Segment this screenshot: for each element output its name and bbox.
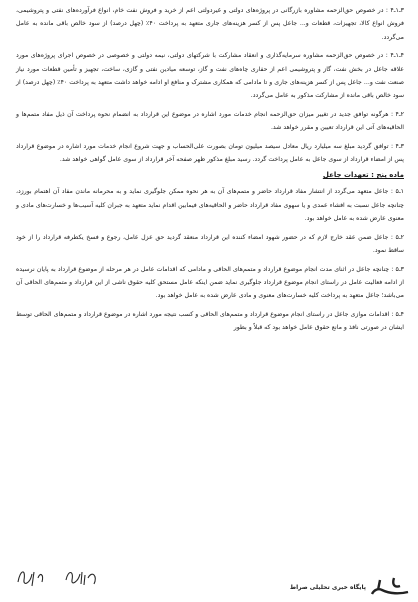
logo-caption: پایگاه خبری تحلیلی صراط [289, 584, 366, 591]
handwritten-signatures [10, 560, 130, 592]
clause-5-3: ۳ـ۵ : چنانچه جاعل در اثنای مدت انجام موضوع قرارداد و متمم‌های الحاقی و مادامی که اقدامات عامل در هر مرحله از موضوع قرارداد به پایان نرسیده از ادامه فعالیت عامل در راستای انجام موضوع قرارداد جلوگیری نماید ضمن اینکه عامل مستحق کلیه حقوق ناشی از این قرارداد و متمم‌های الحاقی آن می‌باشد؛ جاعل متعهد به پرداخت کلیه خسارت‌های معنوی و مادی عارض شده به عامل خواهد بود. [16, 265, 404, 300]
clause-5-1: ۱ـ۵ : جاعل متعهد می‌گردد از انتشار مفاد قرارداد حاضر و متمم‌های آن به هر نحوه ممکن جلوگیری نماید و به محرمانه ماندن مفاد آن اهتمام بورزد، چنانچه جاعل نسبت به افشاء عمدی و یا سهوی مفاد قرارداد حاضر و الحاقیه‌های فیمابین اقدام نماید متعهد به جبران کلیه آسیب‌ها و خسارت‌های مادی و معنوی عارض شده به عامل خواهد بود. [16, 188, 404, 223]
clause-4-3: ۳ـ۴ : توافق گردید مبلغ سه میلیارد ریال معادل سیصد میلیون تومان بصورت علی‌الحساب و جهت شروع انجام خدمات مورد اشاره در موضوع قرارداد پس از امضاء قرارداد از سوی جاعل به عامل پرداخت گردد. رسید مبلغ مذکور ظهر صفحه آخر قرارداد از سوی عامل گواهی خواهد شد. [16, 142, 404, 164]
clause-4-1-4: ۴ـ۱ـ۴ : در خصوص حق‌الزحمه مشاوره سرمایه‌گذاری و انعقاد مشارکت با شرکتهای دولتی، نیمه دولتی و خصوصی در خصوص اجرای پروژه‌های مورد علاقه جاعل در بخش نفت، گاز و پتروشیمی اعم از حفاری چاه‌های نفت و گاز، توسعه میادین نفتی و گازی، ساخت، تجهیز و تأمین قطعات مورد نیاز صنعت نفت و... جاعل پس از کسر هزینه‌های جاری و تا مادامی که همکاری مشترک و منافع او ادامه خواهد داشت متعهد به پرداخت ۴۰٪ (چهل درصد) از سود خالص باقی مانده از مشارکت مذکور به عامل می‌گردد. [16, 52, 405, 100]
section-heading: ماده پنج : تعهدات جاعل [322, 171, 404, 180]
clause-5-4: ۴ـ۵ : اقدامات موازی جاعل در راستای انجام موضوع قرارداد و متمم‌های الحاقی و کسب نتیجه مورد اشاره در موضوع قرارداد و متمم‌های الحاقی توسط ایشان در صورتی نافذ و مانع حقوق عامل خواهد بود که قبلاً و بطور [16, 310, 404, 332]
clause-4-1-3: ۳ـ۱ـ۴ : در خصوص حق‌الزحمه مشاوره بازرگانی در پروژه‌های دولتی و غیردولتی اعم از خرید و فروش نفت خام، انواع فرآورده‌های نفتی و پتروشیمی، فروش انواع کالا، تجهیزات، قطعات و... جاعل پس از کسر هزینه‌های جاری متعهد به پرداخت ۴۰٪ (چهل درصد) از سود خالص باقی مانده به عامل می‌گردد. [16, 7, 405, 41]
news-logo [282, 570, 410, 598]
contract-body [16, 4, 404, 335]
clause-5-2: ۲ـ۵ : جاعل ضمن عقد خارج لازم که در حضور شهود امضاء کننده این قرارداد منعقد گردید حق عزل عامل، رجوع و فسخ یکطرفه قرارداد را از خود ساقط نمود. [16, 233, 404, 255]
clause-4-2: ۲ـ۴ : هرگونه توافق جدید در تغییر میزان حق‌الزحمه انجام خدمات مورد اشاره در موضوع این قرارداد به انضمام نحوه پرداخت آن ذیل مفاد متمم‌ها و الحاقیه‌های آتی این قرارداد تعیین و مقرر خواهد شد. [16, 110, 404, 132]
signature-image [10, 560, 130, 592]
